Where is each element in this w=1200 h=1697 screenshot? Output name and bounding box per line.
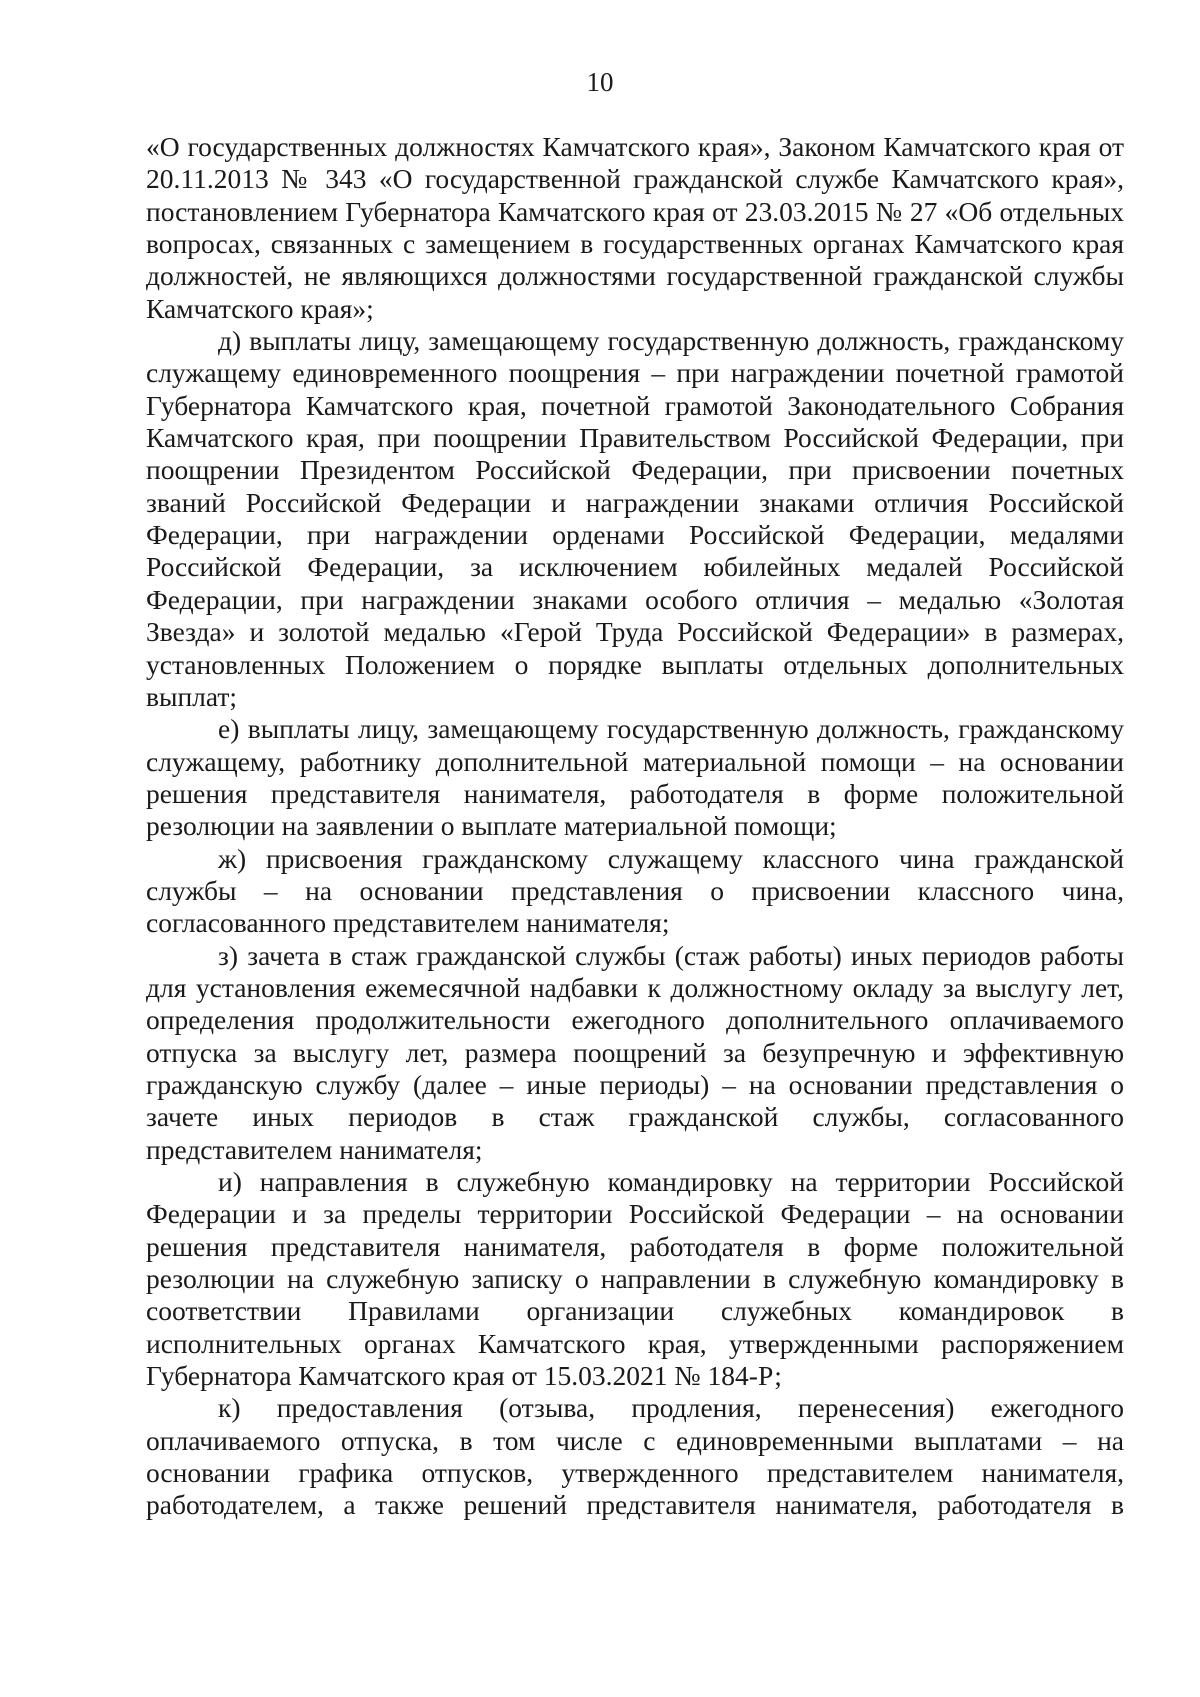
paragraph-item-zh: ж) присвоения гражданскому служащему классного чина гражданской службы – на основании представления о присвоении классного чина, согласованного представителем нанимателя; bbox=[146, 842, 1124, 939]
paragraph-item-e: е) выплаты лицу, замещающему государственную должность, гражданскому служащему, работнику дополнительной материальной помощи – на основании решения представителя нанимателя, работодателя в форме положительной резолюции на заявлении о выплате материальной помощи; bbox=[146, 713, 1124, 842]
paragraph-item-i: и) направления в служебную командировку на территории Российской Федерации и за пределы территории Российской Федерации – на основании решения представителя нанимателя, работодателя в форме положительной резолюции на служебную записку о направлении в служебную командировку в соответствии Правилами организации служебных командировок в исполнительных органах Камчатского края, утвержденными распоряжением Губернатора Камчатского края от 15.03.2021 № 184-Р; bbox=[146, 1166, 1124, 1392]
paragraph-item-z: з) зачета в стаж гражданской службы (стаж работы) иных периодов работы для установления ежемесячной надбавки к должностному окладу за выслугу лет, определения продолжительности ежегодного дополнительного оплачиваемого отпуска за выслугу лет, размера поощрений за безупречную и эффективную гражданскую службу (далее – иные периоды) – на основании представления о зачете иных периодов в стаж гражданской службы, согласованного представителем нанимателя; bbox=[146, 939, 1124, 1165]
document-body bbox=[146, 131, 1124, 1522]
paragraph-item-k: к) предоставления (отзыва, продления, перенесения) ежегодного оплачиваемого отпуска, в том числе с единовременными выплатами – на основании графика отпусков, утвержденного представителем нанимателя, работодателем, а также решений представителя нанимателя, работодателя в bbox=[146, 1392, 1124, 1521]
paragraph-continuation: «О государственных должностях Камчатского края», Законом Камчатского края от 20.11.2013 № 343 «О государственной гражданской службе Камчатского края», постановлением Губернатора Камчатского края от 23.03.2015 № 27 «Об отдельных вопросах, связанных с замещением в государственных органах Камчатского края должностей, не являющихся должностями государственной гражданской службы Камчатского края»; bbox=[146, 131, 1124, 324]
paragraph-item-d: д) выплаты лицу, замещающему государственную должность, гражданскому служащему единовременного поощрения – при награждении почетной грамотой Губернатора Камчатского края, почетной грамотой Законодательного Собрания Камчатского края, при поощрении Правительством Российской Федерации, при поощрении Президентом Российской Федерации, при присвоении почетных званий Российской Федерации и награждении знаками отличия Российской Федерации, при награждении орденами Российской Федерации, медалями Российской Федерации, за исключением юбилейных медалей Российской Федерации, при награждении знаками особого отличия – медалью «Золотая Звезда» и золотой медалью «Герой Труда Российской Федерации» в размерах, установленных Положением о порядке выплаты отдельных дополнительных выплат; bbox=[146, 325, 1124, 712]
page-number: 10 bbox=[586, 67, 614, 97]
